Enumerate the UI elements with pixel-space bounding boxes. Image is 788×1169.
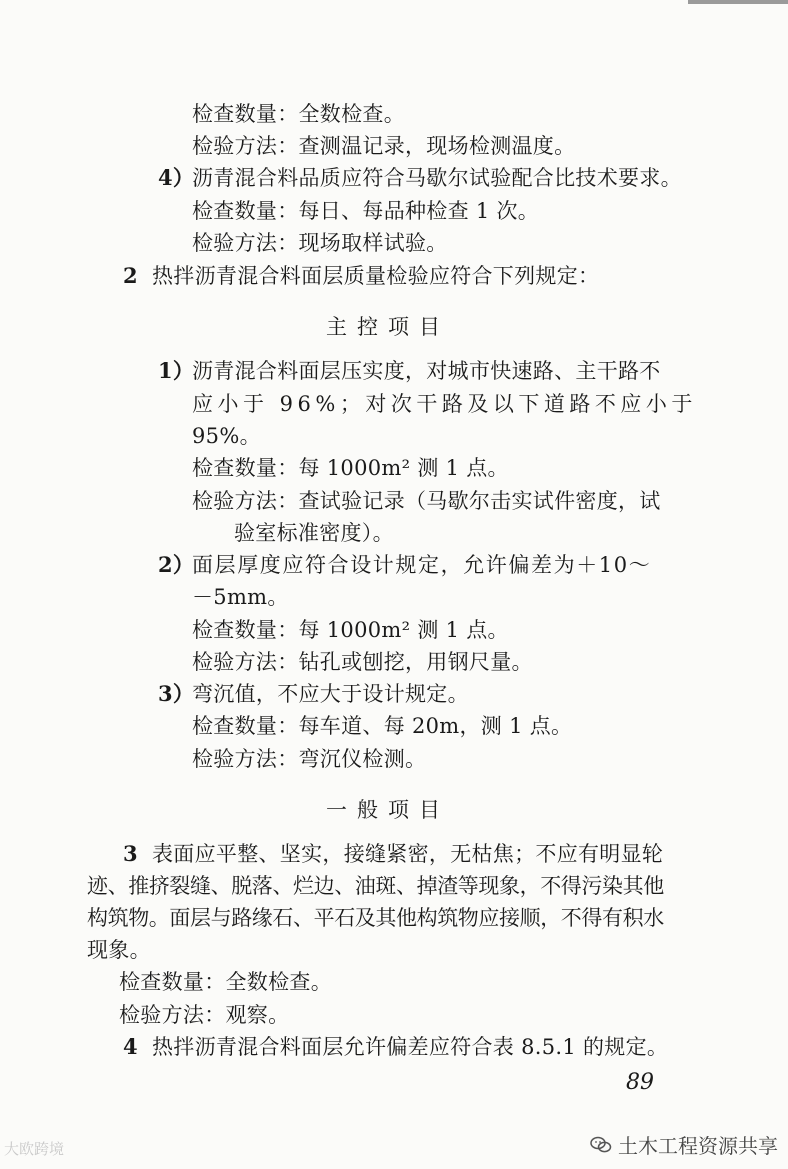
watermark-left: 大欧跨境: [4, 1140, 65, 1158]
item-number: 4）: [158, 165, 195, 190]
text-line: 检验方法：查测温记录，现场检测温度。: [192, 134, 576, 158]
section-heading: 主控项目: [326, 315, 450, 339]
text-line: 沥青混合料面层压实度，对城市快速路、主干路不: [192, 359, 661, 383]
text-line: 检查数量：全数检查。: [192, 102, 405, 126]
text-line: 验室标准密度）。: [234, 521, 394, 545]
item-number: 1）: [158, 358, 195, 383]
text-line: 弯沉值，不应大于设计规定。: [192, 682, 469, 706]
text-line: 检查数量：每 1000m² 测 1 点。: [192, 456, 509, 480]
text-line: 热拌沥青混合料面层允许偏差应符合表 8.5.1 的规定。: [152, 1035, 669, 1059]
text-line: 检验方法：弯沉仪检测。: [192, 747, 427, 771]
text-line: 构筑物。面层与路缘石、平石及其他构筑物应接顺，不得有积水: [87, 906, 664, 930]
text-line: 现象。: [87, 938, 151, 962]
text-line: 沥青混合料品质应符合马歇尔试验配合比技术要求。: [192, 166, 682, 190]
clause-number: 3: [123, 841, 138, 866]
top-edge-mark: [688, 0, 788, 4]
section-heading: 一般项目: [326, 798, 450, 822]
text-line: 检查数量：每日、每品种检查 1 次。: [192, 199, 540, 223]
item-number: 3）: [158, 681, 195, 706]
text-line: 检查数量：每 1000m² 测 1 点。: [192, 618, 509, 642]
wechat-icon: [590, 1136, 612, 1154]
text-line: 检查数量：每车道、每 20m，测 1 点。: [192, 714, 573, 738]
watermark-right: [590, 1130, 778, 1159]
item-number: 2）: [158, 552, 195, 577]
text-line: －5mm。: [192, 585, 289, 609]
text-line: 检查数量：全数检查。: [119, 970, 332, 994]
text-line: 检验方法：钻孔或刨挖，用钢尺量。: [192, 650, 533, 674]
page-number: 89: [626, 1070, 654, 1095]
text-line: 热拌沥青混合料面层质量检验应符合下列规定：: [152, 264, 600, 288]
text-line: 95%。: [192, 424, 261, 448]
watermark-text: 土木工程资源共享: [618, 1134, 778, 1158]
text-line: 检验方法：观察。: [119, 1003, 290, 1027]
clause-number: 2: [123, 263, 138, 288]
text-line: 表面应平整、坚实，接缝紧密，无枯焦；不应有明显轮: [152, 842, 664, 866]
text-line: 面层厚度应符合设计规定，允许偏差为＋10～: [192, 553, 652, 577]
text-line: 检验方法：现场取样试验。: [192, 231, 448, 255]
text-line: 检验方法：查试验记录（马歇尔击实试件密度，试: [192, 489, 661, 513]
clause-number: 4: [123, 1034, 138, 1059]
text-line: 迹、推挤裂缝、脱落、烂边、油斑、掉渣等现象，不得污染其他: [87, 874, 664, 898]
text-line: 应小于 96%；对次干路及以下道路不应小于: [192, 392, 697, 416]
